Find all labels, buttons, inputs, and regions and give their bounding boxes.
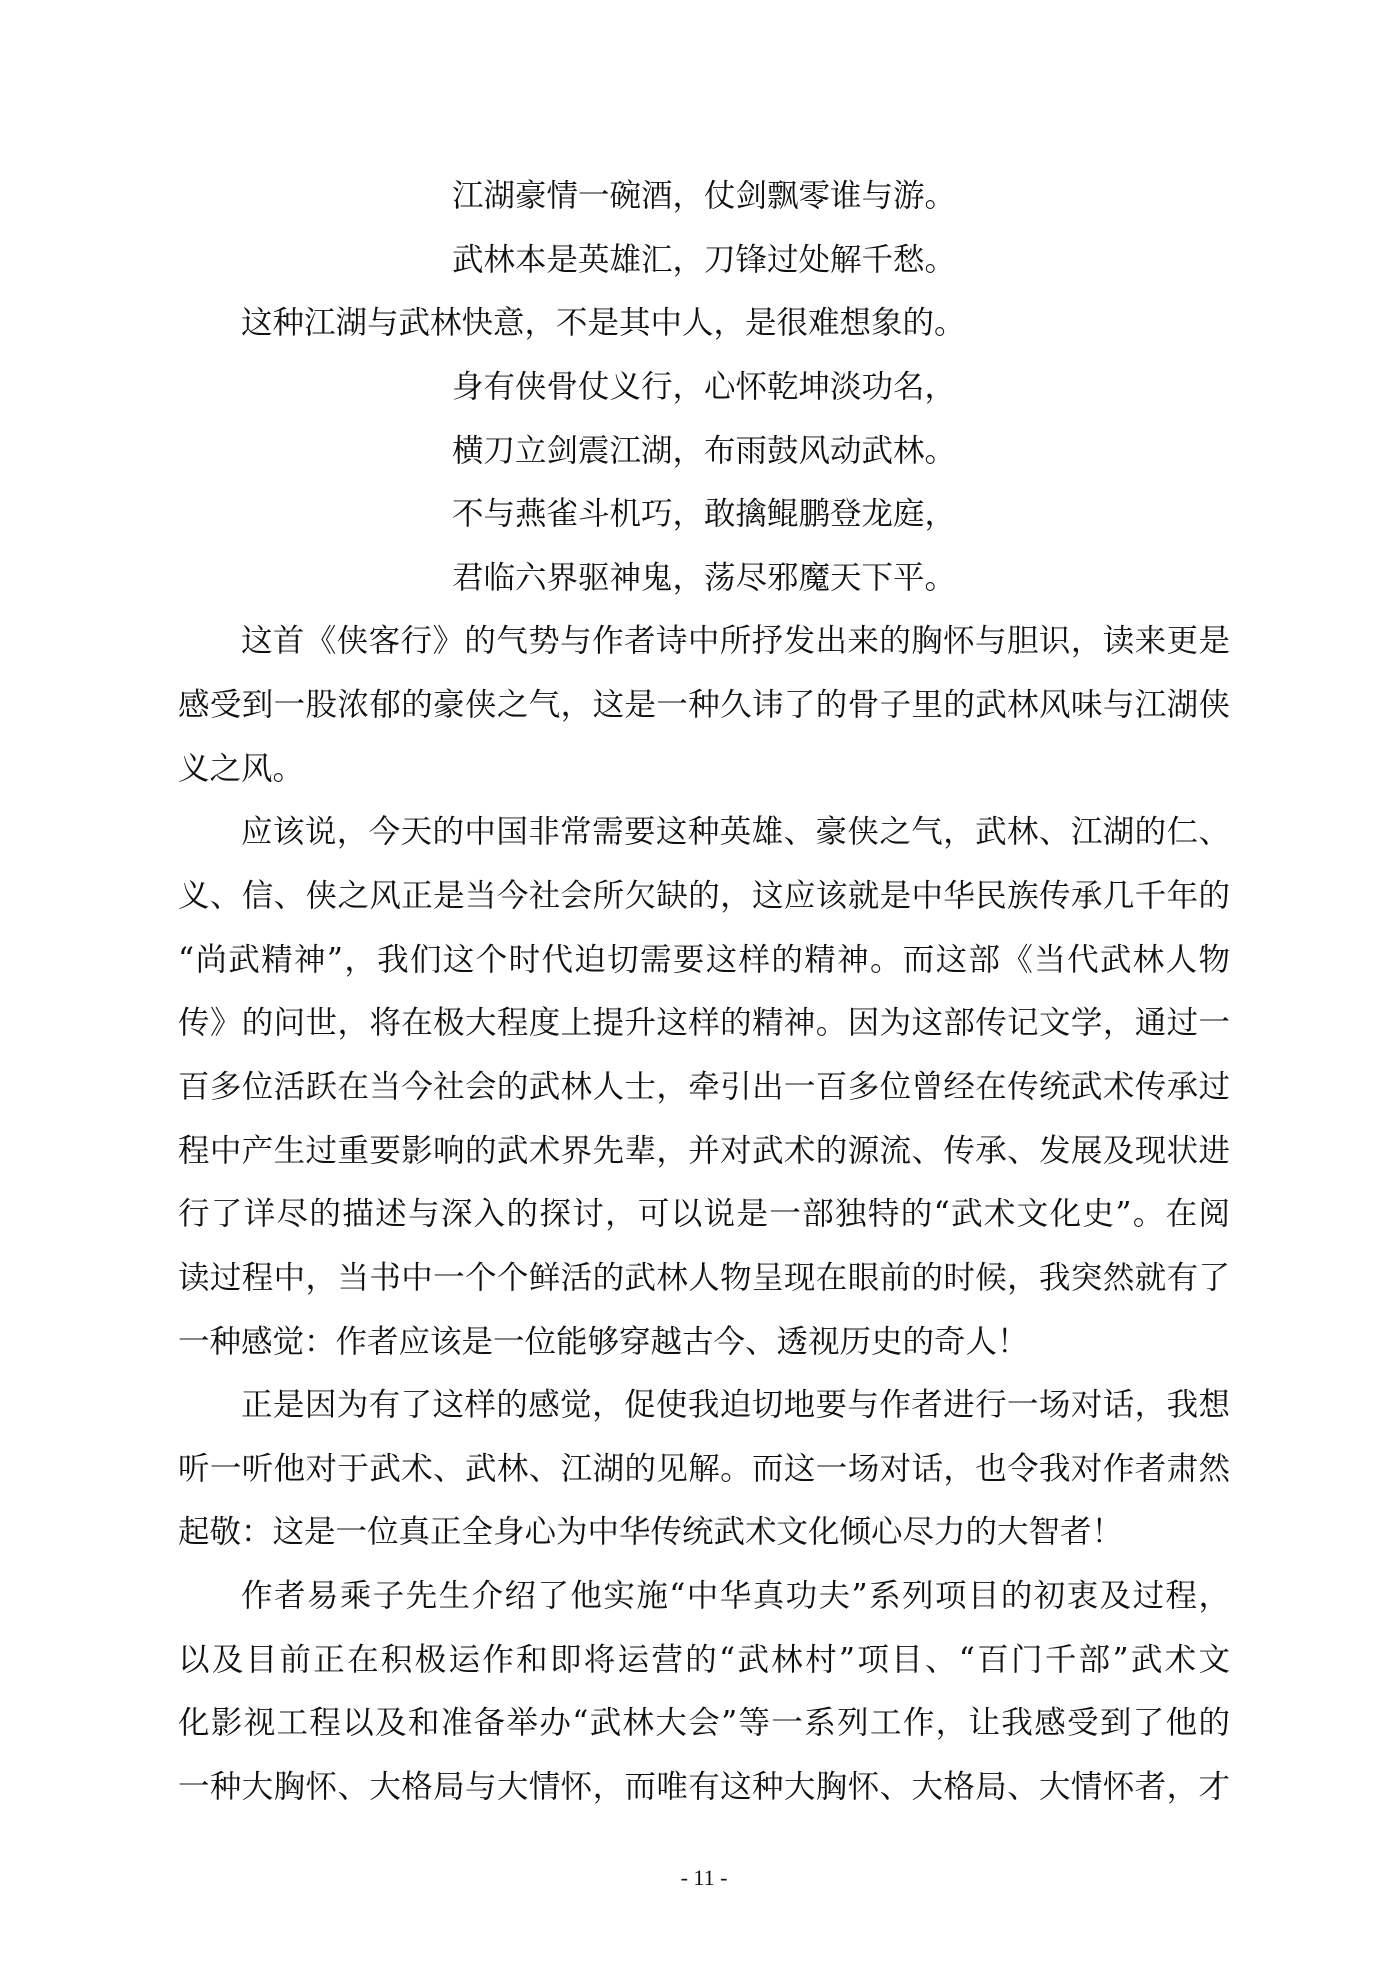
verse-line: 君临六界驱神鬼，荡尽邪魔天下平。 bbox=[451, 559, 956, 596]
verse-line: 横刀立剑震江湖，布雨鼓风动武林。 bbox=[451, 432, 956, 469]
paragraph-line: 应该说，今天的中国非常需要这种英雄、豪侠之气，武林、江湖的仁、 bbox=[241, 814, 1230, 851]
paragraph-line: 行了详尽的描述与深入的探讨，可以说是一部独特的“武术文化史”。在阅 bbox=[178, 1196, 1230, 1233]
paragraph-line: 感受到一股浓郁的豪侠之气，这是一种久讳了的骨子里的武林风味与江湖侠 bbox=[178, 687, 1230, 724]
paragraph-line: 义之风。 bbox=[178, 750, 305, 787]
page-number: - 11 - bbox=[680, 1865, 728, 1890]
paragraph-line: 传》的问世，将在极大程度上提升这样的精神。因为这部传记文学，通过一 bbox=[178, 1005, 1230, 1042]
verse-line: 身有侠骨仗义行，心怀乾坤淡功名， bbox=[451, 368, 956, 405]
verse-line: 不与燕雀斗机巧，敢擒鲲鹏登龙庭， bbox=[451, 496, 956, 533]
paragraph bbox=[178, 610, 1230, 801]
verse-line: 武林本是英雄汇，刀锋过处解千愁。 bbox=[451, 241, 956, 278]
paragraph-line: 百多位活跃在当今社会的武林人士，牵引出一百多位曾经在传统武术传承过 bbox=[178, 1068, 1230, 1105]
paragraph-line: 正是因为有了这样的感觉，促使我迫切地要与作者进行一场对话，我想 bbox=[241, 1387, 1230, 1424]
paragraph-line: 一种大胸怀、大格局与大情怀，而唯有这种大胸怀、大格局、大情怀者，才 bbox=[178, 1769, 1230, 1806]
paragraph-line: 义、信、侠之风正是当今社会所欠缺的，这应该就是中华民族传承几千年的 bbox=[178, 878, 1230, 915]
intro-line: 这种江湖与武林快意，不是其中人，是很难想象的。 bbox=[241, 305, 966, 342]
paragraph-line: 作者易乘子先生介绍了他实施“中华真功夫”系列项目的初衷及过程， bbox=[241, 1578, 1230, 1615]
paragraph bbox=[178, 1565, 1230, 1820]
paragraph-line: “尚武精神”，我们这个时代迫切需要这样的精神。而这部《当代武林人物 bbox=[178, 941, 1230, 978]
verse-block-1 bbox=[178, 165, 1230, 292]
paragraph-line: 化影视工程以及和准备举办“武林大会”等一系列工作，让我感受到了他的 bbox=[178, 1705, 1230, 1742]
paragraph-line: 听一听他对于武术、武林、江湖的见解。而这一场对话，也令我对作者肃然 bbox=[178, 1450, 1230, 1487]
paragraph-line: 一种感觉：作者应该是一位能够穿越古今、透视历史的奇人！ bbox=[178, 1323, 1029, 1360]
paragraph-line: 以及目前正在积极运作和即将运营的“武林村”项目、“百门千部”武术文 bbox=[178, 1641, 1230, 1678]
paragraph-line: 起敬：这是一位真正全身心为中华传统武术文化倾心尽力的大智者！ bbox=[178, 1514, 1124, 1551]
paragraph bbox=[178, 801, 1230, 1374]
paragraph bbox=[178, 1374, 1230, 1565]
paragraph-line: 读过程中，当书中一个个鲜活的武林人物呈现在眼前的时候，我突然就有了 bbox=[178, 1259, 1230, 1296]
verse-block-2 bbox=[178, 356, 1230, 611]
paragraph-line: 这首《侠客行》的气势与作者诗中所抒发出来的胸怀与胆识，读来更是 bbox=[241, 623, 1230, 660]
verse-line: 江湖豪情一碗酒，仗剑飘零谁与游。 bbox=[451, 178, 956, 214]
paragraph-line: 程中产生过重要影响的武术界先辈，并对武术的源流、传承、发展及现状进 bbox=[178, 1132, 1230, 1169]
text-column bbox=[178, 165, 1230, 1820]
